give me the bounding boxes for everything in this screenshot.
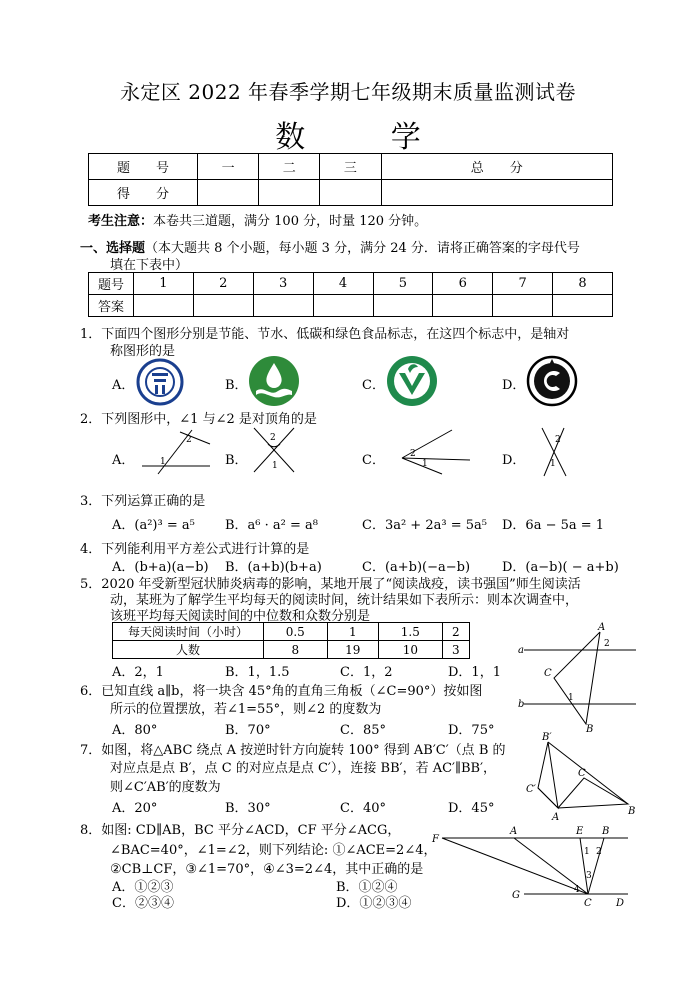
svg-text:C: C — [544, 668, 552, 679]
q4-option-a: A．(b+a)(a−b) — [112, 560, 209, 575]
green-food-logo-icon — [526, 355, 578, 407]
reading-table-cell: 每天阅读时间（小时） — [113, 623, 264, 641]
question-number-cell: 5 — [373, 273, 433, 295]
q6-option-a: A．80° — [112, 723, 158, 738]
question-number-cell: 8 — [553, 273, 613, 295]
q2-figure-c — [392, 426, 472, 476]
svg-text:2: 2 — [555, 435, 561, 445]
exam-notice: 考生注意：本卷共三道题，满分 100 分，时量 120 分钟。 — [88, 214, 428, 229]
question-number-cell: 2 — [193, 273, 253, 295]
answer-row-label: 答案 — [89, 295, 134, 317]
q2-figure-d — [530, 426, 578, 478]
q5-option-c: C．1，2 — [340, 665, 393, 680]
section1-heading-cont: 填在下表中） — [110, 258, 189, 273]
q3-option-d: D．6a − 5a = 1 — [502, 518, 605, 533]
q3-stem: 3．下列运算正确的是 — [80, 494, 206, 509]
q3-option-a: A．(a²)³ = a⁵ — [112, 518, 195, 533]
q1-stem: 1．下面四个图形分别是节能、节水、低碳和绿色食品标志，在这四个标志中，是轴对 — [80, 327, 570, 342]
water-saving-logo-icon — [248, 355, 300, 407]
svg-text:4: 4 — [574, 885, 580, 895]
q7-option-a: A．20° — [112, 801, 158, 816]
q8-option-b: B．①②④ — [336, 880, 398, 895]
q1-option-c: C． — [362, 378, 385, 393]
q6-option-c: C．85° — [340, 723, 386, 738]
q8-option-c: C．②③④ — [112, 896, 174, 911]
svg-text:1: 1 — [422, 459, 428, 469]
q1-option-a: A． — [112, 378, 135, 393]
q7-stem-cont: 对应点是点 B′，点 C 的对应点是点 C′），连接 BB′，若 AC′∥BB′， — [110, 761, 497, 776]
svg-text:B: B — [586, 724, 594, 732]
q4-option-c: C．(a+b)(−a−b) — [362, 560, 471, 575]
q6-figure — [514, 620, 638, 732]
svg-text:D: D — [616, 898, 625, 908]
q8-option-d: D．①②③④ — [336, 896, 412, 911]
score-header-cell: 三 — [320, 154, 381, 180]
q2-option-d: D． — [502, 453, 526, 468]
question-number-cell: 7 — [493, 273, 553, 295]
q2-figure-b — [250, 424, 298, 476]
q4-stem: 4．下列能利用平方差公式进行计算的是 — [80, 542, 310, 557]
answer-table — [88, 272, 613, 317]
q3-option-b: B．a⁶ · a² = a⁸ — [225, 518, 318, 533]
exam-title: 永定区 2022 年春季学期七年级期末质量监测试卷 — [119, 80, 577, 104]
q2-figure-a — [140, 428, 215, 476]
score-header-cell: 总 分 — [381, 154, 612, 180]
reading-table-cell: 1 — [327, 623, 379, 641]
svg-text:1: 1 — [272, 461, 278, 471]
question-number-cell: 1 — [134, 273, 194, 295]
q7-stem-cont2: 则∠C′AB′的度数为 — [110, 780, 221, 795]
svg-text:A: A — [598, 622, 606, 633]
q5-option-a: A．2，1 — [112, 665, 164, 680]
q5-option-d: D．1，1 — [448, 665, 501, 680]
reading-table-cell: 8 — [264, 641, 328, 659]
q6-option-b: B．70° — [225, 723, 271, 738]
q6-stem-cont: 所示的位置摆放，若∠1=55°，则∠2 的度数为 — [110, 702, 382, 717]
svg-text:C′: C′ — [526, 784, 536, 795]
q8-stem-cont2: ②CB⊥CF，③∠1=70°，④∠3=2∠4，其中正确的是 — [110, 862, 424, 877]
score-header-cell: 二 — [259, 154, 320, 180]
svg-text:1: 1 — [568, 693, 574, 703]
svg-text:C: C — [584, 898, 592, 908]
low-carbon-logo-icon — [386, 355, 438, 407]
reading-time-table — [112, 622, 470, 659]
reading-table-cell: 1.5 — [379, 623, 443, 641]
q6-stem: 6．已知直线 a∥b，将一块含 45°角的直角三角板（∠C=90°）按如图 — [80, 684, 483, 699]
reading-table-cell: 2 — [442, 623, 469, 641]
q2-option-b: B． — [225, 453, 248, 468]
subject-title: 数 学 — [275, 120, 459, 155]
q1-option-d: D． — [502, 378, 526, 393]
svg-text:E: E — [576, 826, 584, 837]
q3-option-c: C．3a² + 2a³ = 5a⁵ — [362, 518, 487, 533]
svg-text:2: 2 — [270, 433, 276, 443]
svg-text:B: B — [628, 806, 636, 817]
reading-table-cell: 0.5 — [264, 623, 328, 641]
q8-option-a: A．①②③ — [112, 880, 174, 895]
svg-text:a: a — [518, 645, 524, 656]
energy-saving-logo-icon — [135, 357, 185, 407]
q5-stem-cont: 动，某班为了解学生平均每天的阅读时间，统计结果如下表所示：则本次调查中， — [110, 593, 579, 608]
q8-stem-cont: ∠BAC=40°，∠1=∠2，则下列结论: ①∠ACE=2∠4， — [110, 843, 437, 858]
svg-text:2: 2 — [596, 847, 602, 857]
score-header-cell: 一 — [198, 154, 259, 180]
score-table — [88, 153, 613, 206]
q8-figure — [428, 822, 638, 908]
q2-option-a: A． — [112, 453, 135, 468]
score-row-label: 得 分 — [89, 180, 198, 206]
svg-text:B: B — [602, 826, 610, 837]
svg-text:A: A — [510, 826, 518, 837]
q5-option-b: B．1，1.5 — [225, 665, 290, 680]
q2-stem: 2．下列图形中，∠1 与∠2 是对顶角的是 — [80, 412, 317, 427]
svg-text:G: G — [512, 890, 520, 901]
q4-option-b: B．(a+b)(b+a) — [225, 560, 322, 575]
reading-table-cell: 人数 — [113, 641, 264, 659]
q4-option-d: D．(a−b)( − a+b) — [502, 560, 619, 575]
svg-text:3: 3 — [586, 871, 592, 881]
q2-option-c: C． — [362, 453, 385, 468]
q1-option-b: B． — [225, 378, 248, 393]
q7-option-c: C．40° — [340, 801, 386, 816]
svg-text:2: 2 — [186, 435, 192, 445]
q5-stem: 5．2020 年受新型冠状肺炎病毒的影响，某地开展了“阅读战疫，读书强国”师生阅读活 — [80, 577, 581, 592]
svg-text:1: 1 — [584, 847, 590, 857]
section1-heading: 一、选择题（本大题共 8 个小题，每小题 3 分，满分 24 分．请将正确答案的字母代号 — [80, 241, 580, 256]
svg-text:2: 2 — [604, 639, 610, 649]
q5-stem-cont2: 该班平均每天阅读时间的中位数和众数分别是 — [110, 609, 371, 624]
svg-text:b: b — [518, 699, 525, 710]
question-number-cell: 4 — [313, 273, 373, 295]
q1-stem-cont: 称图形的是 — [110, 344, 176, 359]
question-number-cell: 3 — [253, 273, 313, 295]
answer-row-label: 题号 — [89, 273, 134, 295]
svg-text:F: F — [432, 834, 439, 845]
question-number-cell: 6 — [433, 273, 493, 295]
q7-option-b: B．30° — [225, 801, 271, 816]
svg-text:1: 1 — [160, 457, 166, 467]
svg-text:A: A — [552, 812, 560, 822]
score-header-cell: 题 号 — [89, 154, 198, 180]
q6-option-d: D．75° — [448, 723, 495, 738]
reading-table-cell: 19 — [327, 641, 379, 659]
q8-stem: 8．如图: CD∥AB，BC 平分∠ACD，CF 平分∠ACG， — [80, 823, 401, 838]
q7-option-d: D．45° — [448, 801, 495, 816]
reading-table-cell: 3 — [442, 641, 469, 659]
q7-figure — [524, 730, 640, 822]
svg-text:2: 2 — [410, 449, 416, 459]
q7-stem: 7．如图，将△ABC 绕点 A 按逆时针方向旋转 100° 得到 AB′C′（点 B 的 — [80, 743, 506, 758]
svg-text:1: 1 — [550, 459, 556, 469]
reading-table-cell: 10 — [379, 641, 443, 659]
svg-text:C: C — [578, 768, 586, 779]
svg-text:B′: B′ — [542, 732, 552, 743]
